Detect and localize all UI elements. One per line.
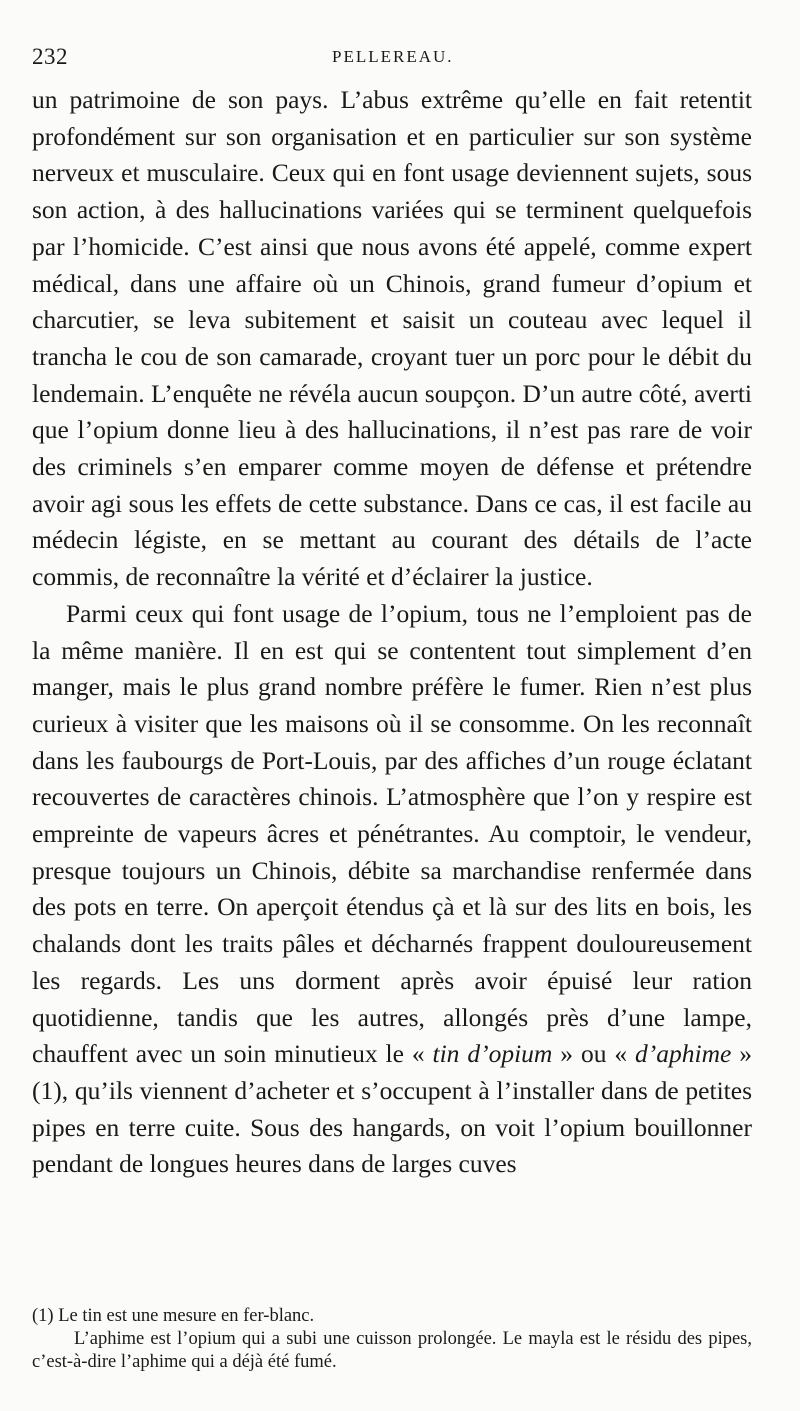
running-title: PELLEREAU. — [332, 47, 454, 66]
paragraph-2-text-a: Parmi ceux qui font usage de l’opium, tous ne l’emploient pas de la même manière. Il en est qui se contentent tout simplement d’en manger, mais le plus grand nombre préfère le fumer. Rien n’est plus curieux à visiter que les maisons où il se consomme. On les reconnaît dans les faubourgs de Port-Louis, par des affiches d’un rouge éclatant recouvertes de caractères chinois. L’atmosphère que l’on y respire est empreinte de vapeurs âcres et pénétrantes. Au comptoir, le vendeur, presque toujours un Chinois, débite sa marchandise renfermée dans des pots en terre. On aperçoit étendus çà et là sur des lits en bois, les chalands dont les traits pâles et décharnés frappent douloureusement les regards. Les uns dorment après avoir épuisé leur ration quotidienne, tandis que les autres, allongés près d’une lampe, chauffent avec un soin minutieux le « — [32, 598, 752, 1069]
body-text — [32, 82, 752, 1183]
footnote-1: (1) Le tin est une mesure en fer-blanc. — [32, 1306, 315, 1326]
running-head — [32, 44, 760, 68]
paragraph-1-text: un patrimoine de son pays. L’abus extrême qu’elle en fait retentit profondément sur son organisation et en particulier sur son système nerveux et musculaire. Ceux qui en font usage deviennent sujets, sous son action, à des hallucinations variées qui se terminent quelquefois par l’homicide. C’est ainsi que nous avons été appelé, comme expert médical, dans une affaire où un Chinois, grand fumeur d’opium et charcutier, se leva subitement et saisit un couteau avec lequel il trancha le cou de son camarade, croyant tuer un porc pour le débit du lendemain. L’enquête ne révéla aucun soupçon. D’un autre côté, averti que l’opium donne lieu à des hallucinations, il n’est pas rare de voir des criminels s’en emparer comme moyen de défense et prétendre avoir agi sous les effets de cette substance. Dans ce cas, il est facile au médecin légiste, en se mettant au courant des détails de l’acte commis, de reconnaître la vérité et d’éclairer la justice. — [32, 85, 752, 592]
paragraph-2-text-c: » (1), qu’ils viennent d’acheter et s’occupent à l’installer dans de petites pipes en terre cuite. Sous des hangards, on voit l’opium bouillonner pendant de longues heures dans de larges cuves — [32, 1039, 753, 1179]
paragraph-2-text-b: » ou « — [552, 1039, 636, 1069]
footnotes — [32, 1305, 752, 1374]
paragraph-2 — [32, 596, 752, 1183]
term-tin-dopium: tin d’opium — [432, 1039, 553, 1069]
term-daphime: d’aphime — [635, 1039, 732, 1069]
page-number: 232 — [32, 44, 68, 69]
paragraph-1 — [32, 82, 752, 596]
footnote-1-continuation: L’aphime est l’opium qui a subi une cuisson prolongée. Le mayla est le résidu des pipes, c’est-à-dire l’aphime qui a déjà été fumé. — [32, 1329, 752, 1372]
